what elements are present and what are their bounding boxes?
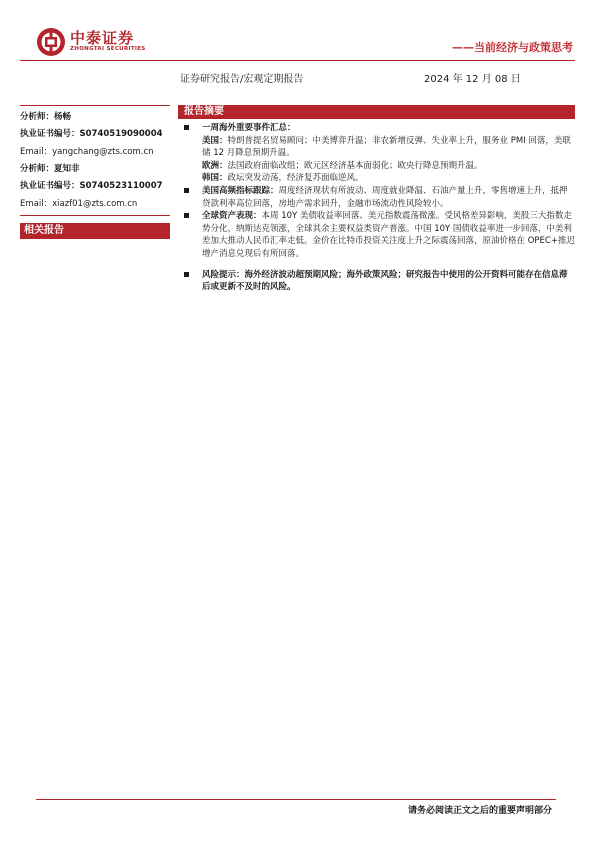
report-date: 2024 年 12 月 08 日 [424, 74, 521, 85]
email-label: Email： [20, 199, 53, 209]
bullet-weekly-events [180, 122, 575, 135]
analyst-2-email-row [20, 197, 137, 209]
sidebar-divider [20, 105, 170, 106]
eu-text: 法国政府面临改组；欧元区经济基本面弱化；欧央行降息预期升温。 [227, 160, 483, 171]
ga-text: 本周 10Y 美债收益率回落、美元指数震荡微涨。受风格差异影响，美股三大指数走势分化，纳斯达克领涨，全球其余主要权益类资产普涨。中国 10Y 国债收益率进一步回落，中美利差加大推动人民币汇率走低。金价在比特币投资关注度上升之际震荡回落，原油价格在 OPEC+推迟增产消息兑现后有所回落。 [202, 211, 575, 259]
us-text: 特朗普提名贸易顾问；中美博弈升温；非农新增反弹、失业率上升，服务业 PMI 回落，美联储 12 月降息预期升温。 [202, 135, 571, 159]
analyst-name: 杨畅 [54, 112, 72, 122]
email-label: Email： [20, 147, 53, 157]
sidebar-divider [20, 215, 170, 216]
eu-label: 欧洲： [202, 160, 228, 171]
logo-english-name: ZHONGTAI SECURITIES [70, 46, 146, 52]
analyst-name: 夏知非 [54, 164, 80, 174]
cert-label: 执业证书编号： [20, 129, 80, 139]
analyst-2-cert-row [20, 179, 163, 191]
square-bullet-icon [184, 125, 189, 130]
weekly-events-title: 一周海外重要事件汇总： [202, 123, 296, 133]
ga-label: 全球资产表现： [202, 211, 262, 222]
footer-divider [36, 799, 556, 800]
analyst-name-label: 分析师： [20, 164, 55, 174]
analyst-name-label: 分析师： [20, 112, 55, 122]
square-bullet-icon [184, 213, 189, 218]
us-paragraph [180, 135, 575, 160]
kr-paragraph [180, 172, 575, 185]
square-bullet-icon [184, 272, 189, 277]
bullet-global-assets [180, 210, 575, 260]
company-logo [36, 27, 156, 57]
cert-number: S0740519090004 [79, 129, 163, 139]
hf-text: 周度经济现状有所波动、周度就业降温、石油产量上升，零售增速上升，抵押贷款利率高位回落，房地产需求回升，金融市场流动性风险较小。 [202, 185, 568, 209]
analyst-2-name-row [20, 162, 80, 174]
square-bullet-icon [184, 188, 189, 193]
kr-label: 韩国： [202, 173, 228, 184]
abstract-header: 报告摘要 [178, 105, 575, 119]
abstract-content [180, 122, 575, 294]
header-divider [20, 60, 575, 61]
bullet-risk [180, 269, 575, 294]
report-type: 证券研究报告/宏观定期报告 [180, 74, 304, 85]
spacer [180, 261, 575, 269]
kr-text: 政坛突发动荡，经济复苏面临逆风。 [227, 173, 364, 184]
related-reports-header: 相关报告 [20, 223, 170, 239]
report-tagline: ——当前经济与政策思考 [452, 41, 573, 54]
logo-chinese-name: 中泰证券 [70, 29, 135, 47]
analyst-email[interactable]: xiazf01@zts.com.cn [52, 199, 138, 209]
eu-paragraph [180, 160, 575, 173]
analyst-email[interactable]: yangchang@zts.com.cn [52, 147, 154, 157]
zhongtai-logo-icon [36, 27, 66, 57]
analyst-1-email-row [20, 145, 154, 157]
footer-disclaimer: 请务必阅读正文之后的重要声明部分 [407, 806, 552, 816]
hf-label: 美国高频指标跟踪： [202, 185, 279, 196]
bullet-high-frequency [180, 185, 575, 210]
analyst-1-cert-row [20, 127, 163, 139]
risk-label: 风险提示： [202, 269, 245, 280]
cert-label: 执业证书编号： [20, 181, 80, 191]
analyst-1-name-row [20, 110, 71, 122]
us-label: 美国： [202, 135, 228, 146]
risk-text: 海外经济波动超预期风险；海外政策风险；研究报告中使用的公开资料可能存在信息滞后或更新不及时的风险。 [202, 269, 568, 293]
cert-number: S0740523110007 [79, 181, 163, 191]
